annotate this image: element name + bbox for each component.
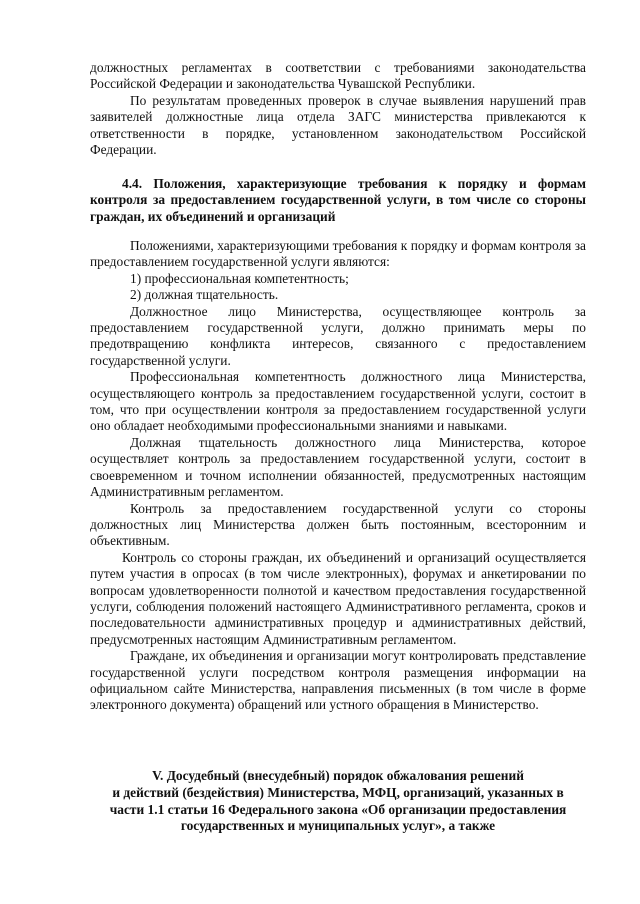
section-4-4-body [90,238,586,714]
list-item-diligence: 2) должная тщательность. [130,287,279,303]
paragraph-intro: Положениями, характеризующими требования к порядку и формам контроля за предоставлением государственной услуги являются: [90,238,586,270]
opening-paragraphs [90,60,586,158]
paragraph-citizens-rights: Граждане, их объединения и организации могут контролировать представление государственной услуги посредством контроля размещения информации на официальном сайте Министерства, направления письменных (в том числе в форме электронного документа) обращений или устного обращения в Министерство. [90,648,586,713]
section-5-heading-line-4: государственных и муниципальных услуг», а также [180,818,496,834]
section-4-4-heading: 4.4. Положения, характеризующие требования к порядку и формам контроля за предоставлением государственной услуги, в том числе со стороны граждан, их объединений и организаций [90,176,586,224]
paragraph-due-diligence: Должная тщательность должностного лица Министерства, которое осуществляет контроль за предоставлением государственной услуги, состоит в своевременном и точном исполнении обязанностей, предусмотренных настоящим Административным регламентом. [90,434,586,500]
paragraph-inspection-results: По результатам проведенных проверок в случае выявления нарушений прав заявителей должностные лица отдела ЗАГС министерства привлекаются к ответственности в порядке, установленном законодательством Российской Федерации. [90,92,586,158]
section-5-heading-line-3: части 1.1 статьи 16 Федерального закона «Об организации предоставления [109,801,567,817]
paragraph-control-by-officials: Контроль за предоставлением государственной услуги со стороны должностных лиц Министерства должен быть постоянным, всесторонним и объективным. [90,500,586,549]
paragraph-official: Должностное лицо Министерства, осуществляющее контроль за предоставлением государственной услуги, должно принимать меры по предотвращению конфликта интересов, связанного с предоставлением государственной услуги. [90,303,586,368]
paragraph-control-by-citizens: Контроль со стороны граждан, их объединений и организаций осуществляется путем участия в опросах (в том числе электронных), форумах и анкетировании по вопросам удовлетворенности полнотой и качеством предоставления государственной услуги, соблюдения положений настоящего Административного регламента, сроков и последовательности административных процедур и административных действий, предусмотренных настоящим Административным регламентом. [90,549,586,647]
section-5-heading [90,768,586,835]
section-5-heading-line-1: V. Досудебный (внесудебный) порядок обжалования решений [152,768,524,783]
paragraph-professional-competence: Профессиональная компетентность должностного лица Министерства, осуществляющего контроль за предоставлением государственной услуги, состоит в том, что при осуществлении контроля за предоставлением государственной услуги оно обладает необходимыми профессиональными знаниями и навыками. [90,369,586,434]
section-5-heading-line-2: и действий (бездействия) Министерства, МФЦ, организаций, указанных в [112,784,564,800]
paragraph-regulations-continuation: должностных регламентах в соответствии с требованиями законодательства Российской Федерации и законодательства Чувашской Республики. [90,60,586,92]
list-item-competence: 1) профессиональная компетентность; [130,270,349,286]
